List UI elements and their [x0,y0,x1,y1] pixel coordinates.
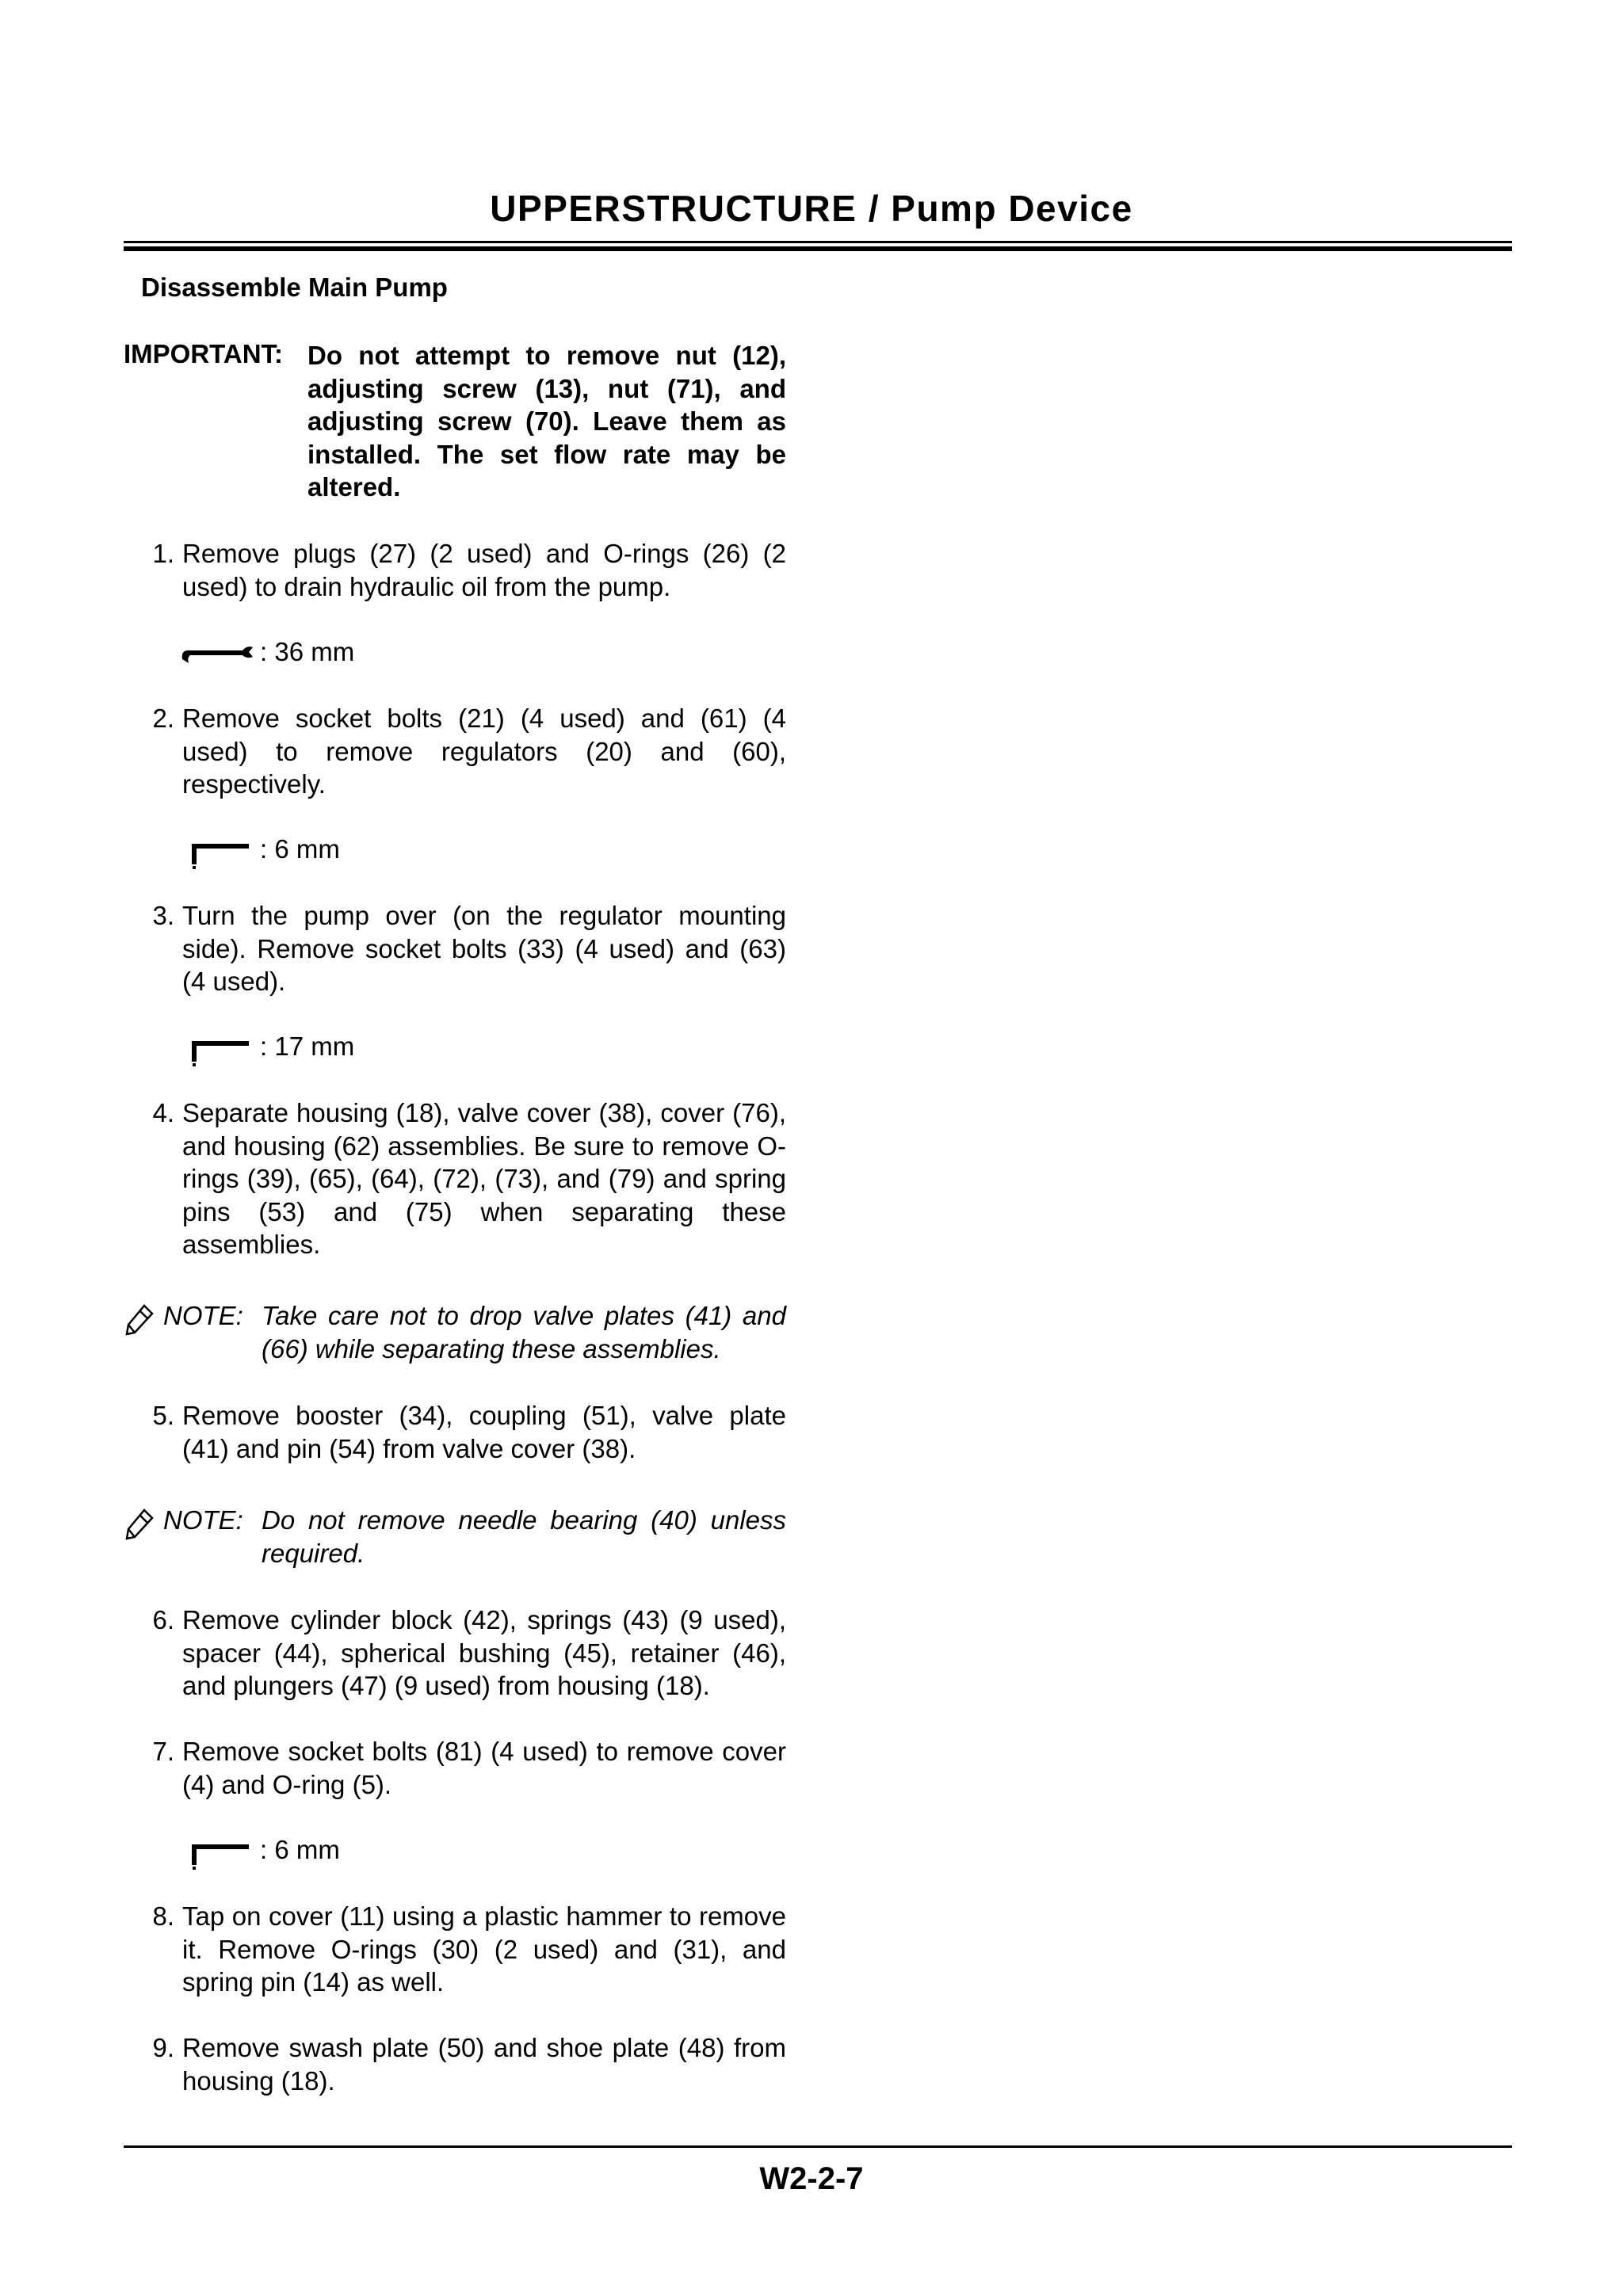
page-number: W2-2-7 [759,2161,864,2196]
tool-size: : 6 mm [260,1835,340,1864]
step-1 [143,537,786,603]
header-title: UPPERSTRUCTURE / Pump Device [490,188,1133,229]
step-text: Remove cylinder block (42), springs (43) (9 used), spacer (44), spherical bushing (45), retainer (46), and plungers (47) (9 used) from housing (18). [182,1605,786,1700]
note-2 [124,1504,786,1569]
step-text: Tap on cover (11) using a plastic hammer to remove it. Remove O-rings (30) (2 used) and (31), and spring pin (14) as well. [182,1901,786,1997]
hex-key-icon [179,841,255,872]
note-label: NOTE: [163,1301,243,1330]
tool-size: : 6 mm [260,834,340,864]
hex-key-icon [179,1038,255,1070]
step-number: 1. [152,539,174,568]
step-3 [143,899,786,998]
note-1 [124,1299,786,1365]
note-label: NOTE: [163,1505,243,1535]
step-8 [143,1900,786,1999]
step-text: Turn the pump over (on the regulator mounting side). Remove socket bolts (33) (4 used) and (63) (4 used). [182,901,786,996]
important-text: Do not attempt to remove nut (12), adjusting screw (13), nut (71), and adjusting screw (70). Leave them as installed. The set flow rate may be altered. [307,341,786,502]
step-text: Remove swash plate (50) and shoe plate (48) from housing (18). [182,2033,786,2096]
footer-rule [124,2145,1512,2148]
note-text: Do not remove needle bearing (40) unless required. [262,1505,786,1568]
step-7 [143,1735,786,1801]
hex-key-icon [179,1841,255,1873]
pencil-icon [124,1302,155,1337]
pencil-icon [124,1507,155,1542]
step-text: Remove socket bolts (81) (4 used) to remove cover (4) and O-ring (5). [182,1737,786,1799]
important-label: IMPORTANT: [124,339,284,368]
step-number: 4. [152,1098,174,1127]
section-title: Disassemble Main Pump [141,273,448,302]
step-number: 6. [152,1605,174,1634]
header-rule-thin [124,241,1512,243]
note-text: Take care not to drop valve plates (41) and (66) while separating these assemblies. [262,1301,786,1363]
wrench-icon [179,642,255,669]
step-number: 7. [152,1737,174,1766]
step-number: 3. [152,901,174,930]
step-text: Separate housing (18), valve cover (38), cover (76), and housing (62) assemblies. Be sure to remove O-rings (39), (65), (64), (72), (73), and (79) and spring pins (53) and (75) when separating these assemblies. [182,1098,786,1259]
step-number: 2. [152,704,174,733]
step-number: 8. [152,1901,174,1931]
step-text: Remove socket bolts (21) (4 used) and (61) (4 used) to remove regulators (20) and (60), respectively. [182,704,786,799]
header-rule-thick [124,246,1512,251]
step-9 [143,2031,786,2097]
step-6 [143,1604,786,1703]
step-text: Remove booster (34), coupling (51), valve plate (41) and pin (54) from valve cover (38). [182,1401,786,1463]
step-4 [143,1097,786,1261]
step-2 [143,702,786,801]
step-number: 5. [152,1401,174,1430]
tool-size: : 17 mm [260,1032,355,1061]
step-text: Remove plugs (27) (2 used) and O-rings (26) (2 used) to drain hydraulic oil from the pump. [182,539,786,601]
step-5 [143,1399,786,1465]
tool-size: : 36 mm [260,637,355,666]
step-number: 9. [152,2033,174,2062]
